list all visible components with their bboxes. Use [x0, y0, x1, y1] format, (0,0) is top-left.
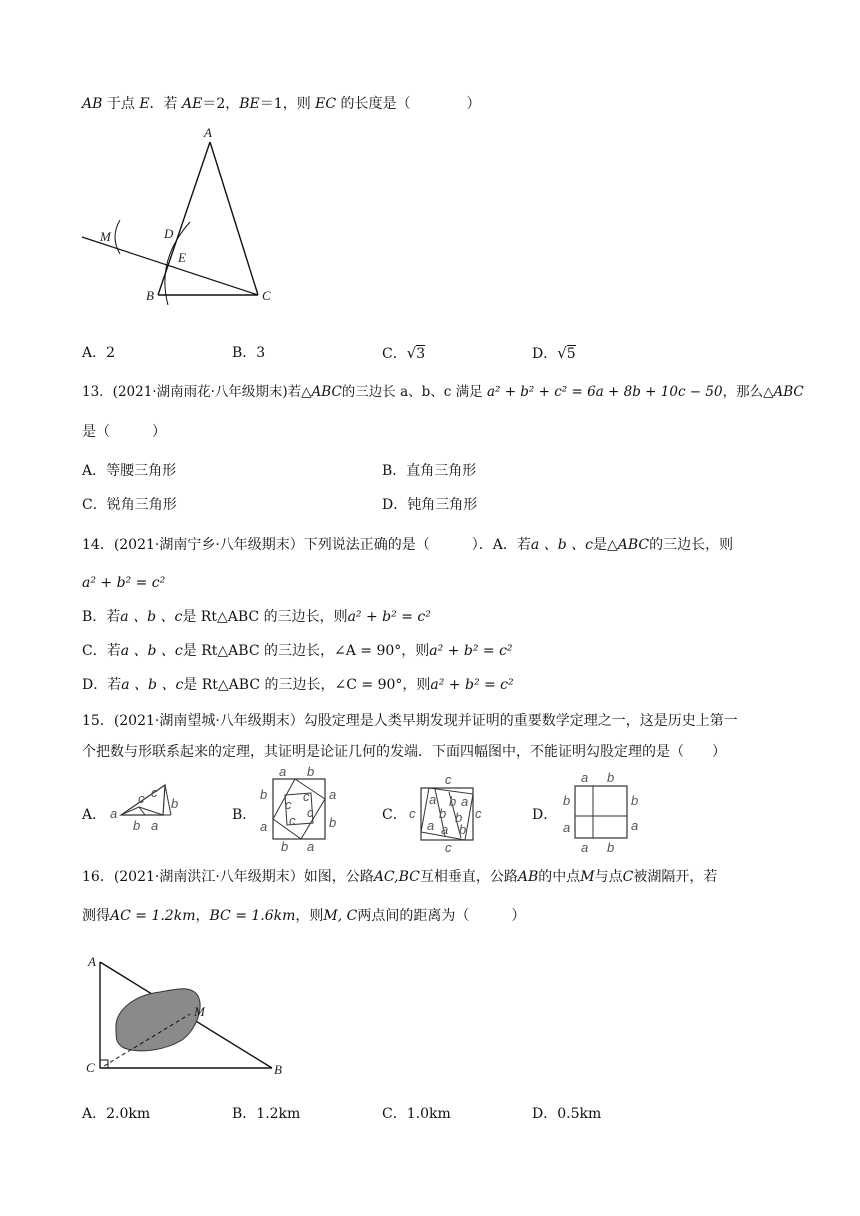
svg-text:a: a — [260, 819, 268, 834]
q15-stem-line1: 15．(2021·湖南望城·八年级期末）勾股定理是人类早期发现并证明的重要数学定理之一，这是历史上第一 — [82, 713, 738, 729]
q16-lake-figure — [80, 950, 300, 1085]
q12-option-a[interactable]: A．2 — [82, 345, 116, 361]
svg-text:c: c — [409, 806, 416, 821]
svg-text:c: c — [445, 772, 452, 787]
q15-option-a[interactable]: A． — [82, 807, 107, 823]
q15-option-b[interactable]: B． — [232, 807, 257, 823]
q16-stem-line1: 16．(2021·湖南洪江·八年级期末）如图，公路AC,BC互相垂直，公路AB的中点M与点C被湖隔开，若 — [82, 869, 718, 885]
svg-text:a: a — [461, 794, 469, 809]
svg-text:c: c — [138, 791, 145, 806]
svg-text:b: b — [449, 794, 457, 809]
q13-stem: 13．(2021·湖南雨花·八年级期末)若△ABC的三边长 a、b、c 满足 a² + b² + c² = 6a + 8b + 10c − 50，那么△ABC — [82, 384, 804, 400]
svg-text:a: a — [151, 818, 159, 833]
q16-option-c[interactable]: C．1.0km — [382, 1106, 451, 1122]
q15-figure-a — [105, 770, 190, 840]
q13-option-c[interactable]: C．锐角三角形 — [82, 497, 177, 513]
svg-text:b: b — [307, 765, 315, 779]
label-B: B — [146, 288, 154, 303]
svg-text:b: b — [281, 839, 289, 854]
q15-figure-b — [255, 765, 345, 855]
q13-option-a[interactable]: A．等腰三角形 — [82, 463, 177, 479]
svg-text:b: b — [133, 818, 141, 833]
q15-figure-d — [555, 770, 645, 855]
svg-text:a: a — [110, 806, 118, 821]
label-C: C — [262, 288, 271, 303]
svg-text:a: a — [329, 787, 337, 802]
svg-text:b: b — [631, 793, 639, 808]
svg-text:b: b — [260, 787, 268, 802]
svg-text:b: b — [563, 793, 571, 808]
label-M: M — [100, 229, 111, 244]
svg-text:b: b — [607, 840, 615, 855]
svg-text:b: b — [439, 806, 447, 821]
svg-text:a: a — [279, 765, 287, 779]
q15-figure-c — [405, 772, 495, 854]
svg-text:c: c — [285, 797, 292, 812]
label-A: A — [88, 954, 96, 969]
svg-text:a: a — [429, 792, 437, 807]
q14-option-c[interactable]: C．若a 、b 、c是 Rt△ABC 的三边长，∠A = 90°，则a² + b² = c² — [82, 643, 513, 659]
svg-text:b: b — [607, 770, 615, 785]
label-B: B — [274, 1062, 282, 1077]
q12-option-d[interactable]: D．√5 — [532, 344, 576, 362]
q15-option-d[interactable]: D． — [532, 807, 558, 823]
q12-triangle-figure — [80, 120, 280, 305]
svg-text:a: a — [631, 818, 639, 833]
label-D: D — [164, 226, 174, 241]
svg-text:c: c — [445, 840, 452, 854]
svg-text:a: a — [307, 839, 315, 854]
q16-option-d[interactable]: D．0.5km — [532, 1106, 602, 1122]
label-C: C — [86, 1060, 95, 1075]
q13-option-d[interactable]: D．钝角三角形 — [382, 497, 478, 513]
q12-option-b[interactable]: B．3 — [232, 345, 266, 361]
q13-option-b[interactable]: B．直角三角形 — [382, 463, 477, 479]
q14-option-d[interactable]: D．若a 、b 、c是 Rt△ABC 的三边长，∠C = 90°，则a² + b² = c² — [82, 677, 514, 693]
q14-option-a-equation: a² + b² = c² — [82, 575, 166, 591]
label-M: M — [194, 1004, 205, 1019]
svg-text:c: c — [307, 805, 314, 820]
q12-option-c[interactable]: C．√3 — [382, 344, 426, 362]
label-E: E — [178, 250, 186, 265]
q16-stem-line2: 测得AC = 1.2km，BC = 1.6km，则M, C两点间的距离为（ ） — [82, 908, 526, 924]
q14-option-b[interactable]: B．若a 、b 、c是 Rt△ABC 的三边长，则a² + b² = c² — [82, 609, 431, 625]
label-A: A — [204, 125, 212, 140]
svg-text:b: b — [459, 822, 467, 837]
q13-stem-line2: 是（ ） — [82, 424, 166, 440]
svg-text:c: c — [303, 789, 310, 804]
svg-text:a: a — [427, 818, 435, 833]
svg-text:c: c — [475, 806, 482, 821]
svg-text:c: c — [151, 785, 158, 800]
q14-stem: 14．(2021·湖南宁乡·八年级期末）下列说法正确的是（ ）．A．若a 、b 、c是△ABC的三边长，则 — [82, 537, 734, 553]
lake-shape — [116, 989, 200, 1051]
q15-stem-line2: 个把数与形联系起来的定理，其证明是论证几何的发端．下面四幅图中，不能证明勾股定理的是（ ） — [82, 744, 726, 760]
q16-option-b[interactable]: B．1.2km — [232, 1106, 301, 1122]
q12-stem: AB 于点 E．若 AE＝2，BE＝1，则 EC 的长度是（ ） — [82, 96, 481, 112]
svg-text:a: a — [581, 770, 589, 785]
q15-option-c[interactable]: C． — [382, 807, 407, 823]
svg-text:b: b — [329, 815, 337, 830]
svg-text:b: b — [455, 810, 463, 825]
svg-text:a: a — [581, 840, 589, 855]
q16-option-a[interactable]: A．2.0km — [82, 1106, 151, 1122]
svg-text:a: a — [563, 820, 571, 835]
svg-text:a: a — [441, 822, 449, 837]
svg-text:b: b — [171, 796, 179, 811]
svg-text:c: c — [289, 813, 296, 828]
